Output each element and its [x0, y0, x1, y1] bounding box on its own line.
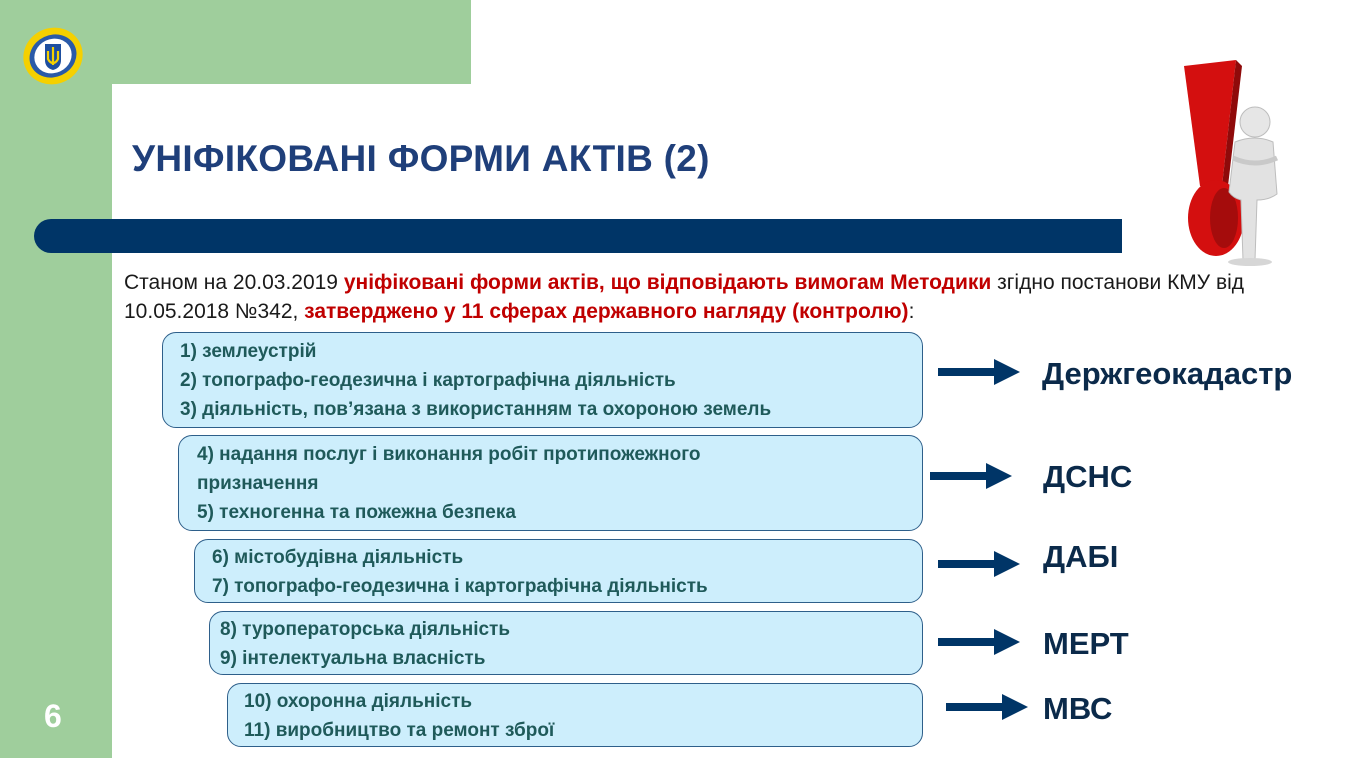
intro-text-1: Станом на 20.03.2019 [124, 271, 344, 294]
agency-label: ДСНС [1043, 459, 1133, 494]
sphere-line: 1) землеустрій [180, 341, 317, 362]
sphere-box-2 [178, 435, 923, 531]
intro-text-3: : [908, 300, 915, 323]
intro-paragraph [124, 268, 1324, 326]
intro-highlight-1: уніфіковані форми актів, що відповідають вимогам Методики [343, 271, 992, 294]
right-arrow-icon [930, 463, 1012, 489]
right-arrow-icon [938, 359, 1020, 385]
agency-label: МЕРТ [1043, 626, 1129, 661]
right-arrow-icon [946, 694, 1028, 720]
sphere-line: 2) топографо-геодезична і картографічна діяльність [180, 370, 676, 391]
exclamation-person-figure-icon [1138, 58, 1310, 268]
intro-highlight-2: затверджено у 11 сферах державного нагляду (контролю) [304, 300, 909, 323]
sphere-line: 5) техногенна та пожежна безпека [197, 502, 516, 523]
sphere-line: 4) надання послуг і виконання робіт протипожежного [197, 444, 701, 465]
agency-label: МВС [1043, 691, 1113, 726]
sphere-line: 3) діяльність, пов’язана з використанням та охороною земель [180, 399, 772, 420]
intro-text-2: згідно постанови КМУ від 10.05.2018 №342, [124, 271, 1245, 323]
sphere-box-5 [227, 683, 923, 747]
sphere-line: 11) виробництво та ремонт зброї [244, 720, 555, 741]
sphere-box-3 [194, 539, 923, 603]
agency-label: Держгеокадастр [1042, 356, 1293, 391]
sphere-line: 7) топографо-геодезична і картографічна діяльність [212, 576, 708, 597]
left-green-band [0, 0, 112, 758]
title-underline-bar [34, 219, 1122, 253]
page-number: 6 [44, 698, 62, 734]
right-arrow-icon [938, 629, 1020, 655]
sphere-line: призначення [197, 473, 319, 494]
slide-title: УНІФІКОВАНІ ФОРМИ АКТІВ (2) [132, 138, 710, 179]
agency-label: ДАБІ [1043, 539, 1119, 574]
sphere-line: 8) туроператорська діяльність [220, 619, 511, 640]
sphere-box-1 [162, 332, 923, 428]
sphere-box-4 [209, 611, 923, 675]
sphere-line: 6) містобудівна діяльність [212, 547, 464, 568]
sphere-line: 9) інтелектуальна власність [220, 648, 486, 669]
sphere-line: 10) охоронна діяльність [244, 691, 473, 712]
right-arrow-icon [938, 551, 1020, 577]
coat-of-arms-logo-icon [20, 24, 86, 88]
